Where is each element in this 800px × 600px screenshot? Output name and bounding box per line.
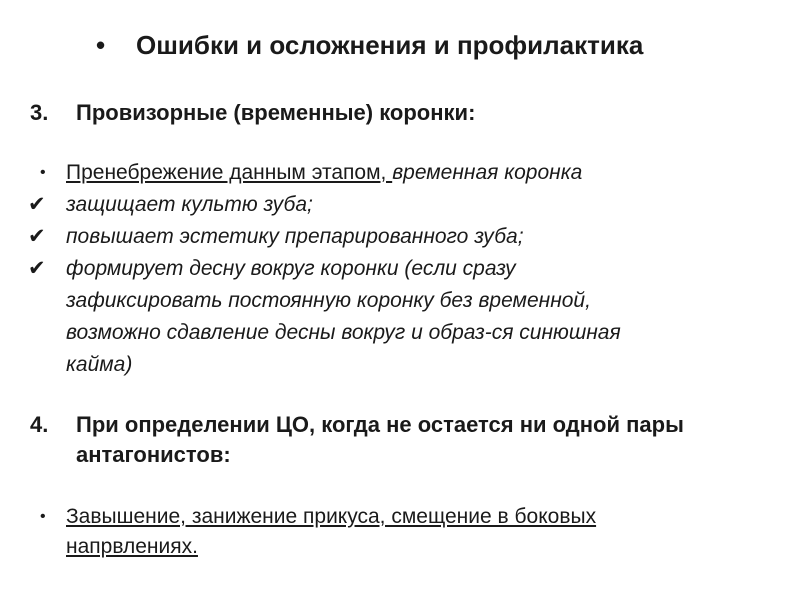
section-4-heading-line1: При определении ЦО, когда не остается ни одной пары (76, 412, 684, 437)
check-mark-icon: ✔ (28, 225, 46, 248)
section-4-body-line1: Завышение, занижение прикуса, смещение в боковых (66, 505, 597, 528)
title-bullet: • (96, 30, 106, 60)
section-3-heading (30, 100, 475, 126)
section-3-intro-italic: временная коронка (392, 161, 583, 184)
section-4-body-line2: напрвлениях. (66, 535, 198, 558)
section-3-intro (66, 160, 582, 186)
section-3-item: формирует десну вокруг коронки (если сразу (66, 257, 516, 280)
section-3-heading-text: Провизорные (временные) коронки: (76, 100, 476, 125)
section-3-intro-bullet: • (40, 164, 46, 181)
section-4-number: 4. (30, 412, 49, 437)
section-3-continuation: кайма) (66, 353, 133, 376)
section-4-bullet: • (40, 508, 46, 525)
slide-title (96, 30, 643, 61)
check-mark-icon: ✔ (28, 193, 46, 216)
section-3-intro-underlined: Пренебрежение данным этапом, (66, 161, 393, 184)
section-3-continuation: зафиксировать постоянную коронку без временной, (66, 289, 591, 312)
section-3-item: повышает эстетику препарированного зуба; (66, 225, 524, 248)
title-text: Ошибки и осложнения и профилактика (136, 30, 644, 60)
check-mark-icon: ✔ (28, 257, 46, 280)
section-4-heading (30, 410, 684, 470)
section-4-heading-line2: антагонистов: (76, 442, 231, 467)
section-3-continuation: возможно сдавление десны вокруг и образ-ся синюшная (66, 321, 621, 344)
section-3-number: 3. (30, 100, 49, 125)
section-3-item: защищает культю зуба; (66, 193, 313, 216)
